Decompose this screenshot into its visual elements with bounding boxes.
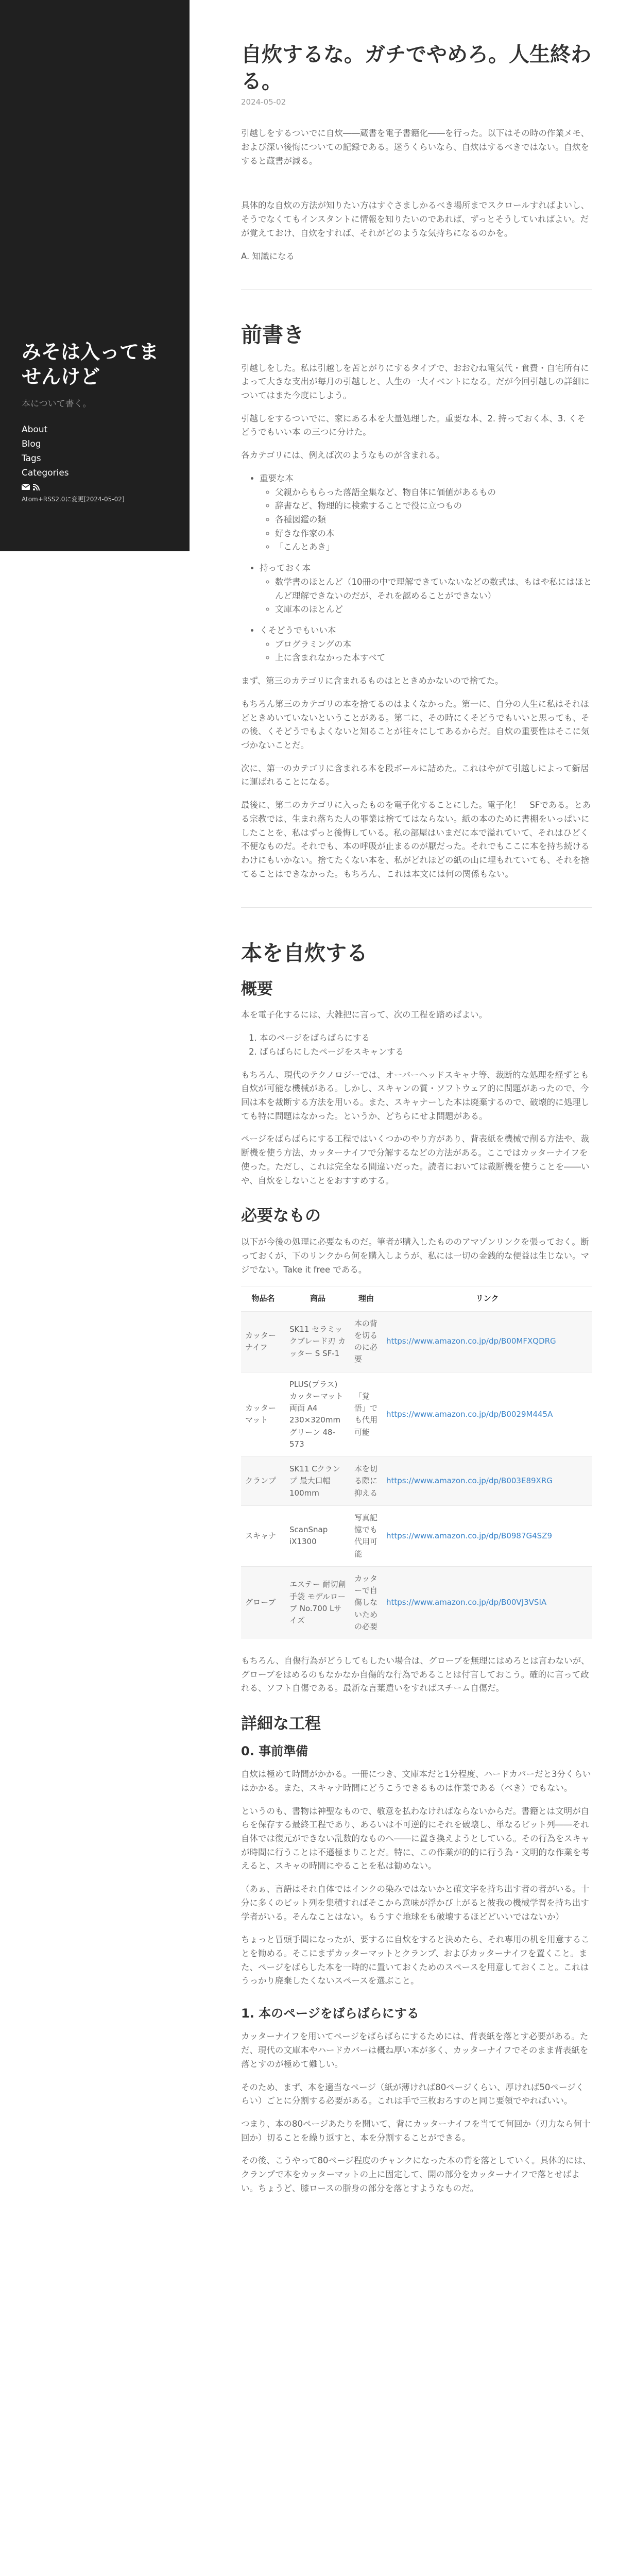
- preface-paragraph: もちろん第三のカテゴリの本を捨てるのはよくなかった。第一に、自分の人生に私はそれほどときめいていないということがある。第二に、その時にくそどうでもいいと思っても、その後、くそどうでもよくないと知ることが往々にしてあるからだ。自炊の重要性はそこに気づかないことだ。: [241, 699, 590, 751]
- table-row: [241, 1457, 592, 1506]
- category-label: 重要な本: [260, 473, 294, 483]
- category-subitem: ◦ プログラミングの本: [275, 638, 592, 652]
- table-cell: カッターで自傷しないための必要: [350, 1566, 382, 1639]
- step-paragraph: というのも、書物は神聖なもので、敬意を払わなければならないからだ。書籍とは文明が自らを保存する最終工程であり、あるいは不可逆的にそれを破壊し、単なるビット列――それ自体では復元ができない乱数的なものへ――に置き換えようとしている。その行為をスキャが時間に行うことは不遜極まりことだ。特に、この作業が的的に行う為・文明的な作業を考えると、スキャの時間にやることを私は勧めない。: [241, 1806, 590, 1871]
- section-divider: [241, 907, 592, 908]
- category-subitem: ◦ 辞書など、物理的に検索することで役に立つもの: [275, 499, 592, 513]
- sidebar: [0, 0, 190, 551]
- table-header: 物品名: [241, 1286, 285, 1311]
- nav-item-about[interactable]: About: [22, 425, 48, 435]
- table-cell: 本を切る際に抑える: [350, 1457, 382, 1506]
- step-heading: 0. 事前準備: [241, 1743, 308, 1758]
- table-header-row: [241, 1286, 592, 1311]
- method-paragraph: もちろん、現代のテクノロジーでは、オーバーヘッドスキャナ等、裁断的な処理を経ずとも自炊が可能な機械がある。しかし、スキャンの質・ソフトウェア的に問題があったので、今回は本を裁断する方法を用いる。また、スキャナーした本は廃棄するので、破壊的に処理しても特に問題はなかった。というか、どちらにせよ問題がある。: [241, 1070, 590, 1121]
- nav-item-tags[interactable]: Tags: [22, 453, 41, 464]
- table-cell: [382, 1311, 592, 1372]
- table-cell: 「覚悟」でも代用可能: [350, 1372, 382, 1457]
- product-link[interactable]: https://www.amazon.co.jp/dp/B00VJ3VSIA: [386, 1598, 547, 1607]
- product-link[interactable]: https://www.amazon.co.jp/dp/B0029M445A: [386, 1409, 553, 1419]
- category-list: [241, 472, 592, 665]
- step-heading: 1. 本のページをばらばらにする: [241, 2006, 419, 2021]
- tools-table: [241, 1286, 592, 1639]
- table-cell: PLUS(プラス) カッターマット 両面 A4 230×320mm グリーン 48-573: [285, 1372, 350, 1457]
- table-cell: SK11 セラミックブレード刃 カッター S SF-1: [285, 1311, 350, 1372]
- subheading-tools: 必要なもの: [241, 1207, 321, 1226]
- step-paragraph: カッターナイフを用いてページをばらばらにするためには、背表紙を落とす必要がある。ただ、現代の文庫本やハードカバーは概ね厚い本が多く、カッターナイフでそのまま背表紙を落とすのが極めて難しい。: [241, 2031, 589, 2069]
- category-label: くそどうでもいい本: [260, 625, 336, 636]
- category-item: [260, 624, 592, 665]
- preface-paragraph: まず、第三のカテゴリに含まれるものはとときめかないので捨てた。: [241, 676, 504, 686]
- table-cell: カッターマット: [241, 1372, 285, 1457]
- table-row: [241, 1311, 592, 1372]
- table-cell: カッターナイフ: [241, 1311, 285, 1372]
- table-header: 理由: [350, 1286, 382, 1311]
- product-link[interactable]: https://www.amazon.co.jp/dp/B003E89XRG: [386, 1476, 553, 1486]
- post-date: 2024-05-02: [241, 97, 286, 107]
- table-cell: 本の背を切るのに必要: [350, 1311, 382, 1372]
- table-cell: SK11 Cクランプ 最大口幅100mm: [285, 1457, 350, 1506]
- category-subitem: ◦ 文庫本のほとんど: [275, 603, 592, 617]
- table-row: [241, 1566, 592, 1639]
- nav-item-blog[interactable]: Blog: [22, 439, 41, 449]
- category-sublist: [260, 638, 592, 665]
- table-cell: クランプ: [241, 1457, 285, 1506]
- overview-steps: [241, 1031, 592, 1059]
- step-paragraph: そのため、まず、本を適当なページ（紙が薄ければ80ページくらい、厚ければ50ページくらい）ごとに分割する必要がある。これは手で三枚おろすのと同じ要領でやればいい。: [241, 2082, 585, 2106]
- table-header: 商品: [285, 1286, 350, 1311]
- sidebar-content: [22, 340, 176, 503]
- category-subitem: ◦ 好きな作家の本: [275, 527, 592, 541]
- section-heading-method: 本を自炊する: [241, 940, 368, 965]
- method-paragraph: ページをばらばらにする工程ではいくつかのやり方があり、背表紙を機械で削る方法や、裁断機を使う方法、カッターナイフで分解するなどの方法がある。ここではカッターナイフを使った。ただし、これは完全なる間違いだった。読者においては裁断機を使うことを――いや、自炊をしないことをおすすめする。: [241, 1134, 590, 1185]
- table-cell: エステー 耐切創手袋 モデルローブ No.700 Lサイズ: [285, 1566, 350, 1639]
- step-paragraph: つまり、本の80ページあたりを開いて、背にカッターナイフを当てて何回か（刃力なら何十回か）切ることを繰り返すと、本を分割することができる。: [241, 2119, 591, 2143]
- overview-step: 1. 本のページをばらばらにする: [260, 1031, 592, 1045]
- sidebar-meta: Atom+RSS2.0に変更[2024-05-02]: [22, 496, 125, 503]
- post-content: [241, 41, 592, 2205]
- table-cell: ScanSnap iX1300: [285, 1505, 350, 1566]
- sidebar-nav: [22, 422, 176, 480]
- table-row: [241, 1505, 592, 1566]
- table-cell: スキャナ: [241, 1505, 285, 1566]
- mail-icon[interactable]: [22, 484, 30, 490]
- subheading-details: 詳細な工程: [241, 1715, 321, 1734]
- category-subitem: ◦ 上に含まれなかった本すべて: [275, 651, 592, 665]
- section-heading-preface: 前書き: [241, 323, 304, 348]
- table-cell: グローブ: [241, 1566, 285, 1639]
- table-cell: 写真記憶でも代用可能: [350, 1505, 382, 1566]
- step-paragraph: 自炊は極めて時間がかかる。一冊につき、文庫本だと1分程度、ハードカバーだと3分くらいはかかる。また、スキャナ時間にどうこうできるものは作業である（べき）でもない。: [241, 1769, 591, 1793]
- sidebar-icons: [22, 482, 176, 492]
- subheading-overview: 概要: [241, 979, 273, 998]
- method-paragraph: 以下が今後の処理に必要なものだ。筆者が購入したもののアマゾンリンクを張っておく。断っておくが、下のリンクから何を購入しようが、私には一切の金銭的な便益は生じない。マジでない。Take it free である。: [241, 1237, 590, 1275]
- category-subitem: ◦ 父親からもらった落語全集など、物自体に価値があるもの: [275, 486, 592, 500]
- category-sublist: [260, 486, 592, 555]
- nav-item-categories[interactable]: Categories: [22, 468, 69, 478]
- preface-paragraph: 最後に、第二のカテゴリに入ったものを電子化することにした。電子化！ SFである。とある宗教では、生まれ落ちた人の罪業は捨ててはならない。紙の本のために書棚をいっぱいにしたことを、私はずっと後悔している。私の部屋はいまだに本で溢れていて、それはひどく不便なものだ。それでも、本の呼吸が止まるのが厭だった。それでもここに本を持ち続けるわけにもいかない。捨てたくない本を、私がどれほどの紙の山に埋もれていても、それを捨てることはできなかった。もちろん、これは本文には何の関係もない。: [241, 800, 591, 879]
- category-item: [260, 472, 592, 554]
- table-cell: [382, 1372, 592, 1457]
- intro-paragraph: 引越しをするついでに自炊――蔵書を電子書籍化――を行った。以下はその時の作業メモ、および深い後悔についての記録である。迷うくらいなら、自炊はするべきではない。自炊をすると蔵書が減る。: [241, 128, 590, 166]
- step-paragraph: ちょっと冒頭手間になったが、要するに自炊をすると決めたら、それ専用の机を用意することを勧める。そこにまずカッターマットとクランプ、およびカッターナイフを置くこと。また、ページをばらした本を一時的に置いておくためのスペースを用意しておくこと。これはうっかり廃棄したくないスペースを選ぶこと。: [241, 1935, 590, 1986]
- method-paragraph: 本を電子化するには、大雑把に言って、次の工程を踏めばよい。: [241, 1010, 488, 1020]
- product-link[interactable]: https://www.amazon.co.jp/dp/B00MFXQDRG: [386, 1336, 556, 1346]
- table-header: リンク: [382, 1286, 592, 1311]
- table-cell: [382, 1505, 592, 1566]
- overview-step: 2. ばらばらにしたページをスキャンする: [260, 1045, 592, 1059]
- section-divider: [241, 289, 592, 290]
- rss-icon[interactable]: [33, 484, 40, 490]
- category-subitem: ◦ 数学書のほとんど（10冊の中で理解できていないなどの数式は、もはや私にはほとんど理解できないのだが、それを認めることができない）: [275, 575, 592, 603]
- category-item: [260, 562, 592, 617]
- intro-paragraph: 具体的な自炊の方法が知りたい方はすぐさましかるべき場所までスクロールすればよいし、そうでなくてもインスタントに情報を知りたいのであれば、ずっとそうしていればよい。だが覚えておけ、自炊をすれば、それがどのような気持ちになるのかを。: [241, 200, 590, 238]
- step-paragraph: （あぁ、言語はそれ自体ではインクの染みではないかと確文字を持ち出す者の者がいる。十分に多くのビット列を集積すればそこから意味が浮かび上がると彼我の機械学習を持ち出す学者がいる。そんなことはない。もうすぐ地球をも破壊するほどどいいではないか）: [241, 1884, 590, 1922]
- preface-paragraph: 引越しをするついでに、家にある本を大量処理した。重要な本、2. 持っておく本、3. くそどうでもいい本 の三つに分けた。: [241, 413, 586, 437]
- site-title[interactable]: みそは入ってませんけど: [22, 341, 159, 388]
- preface-paragraph: 次に、第一のカテゴリに含まれる本を段ボールに詰めた。これはやがて引越しによって新居に運ばれることになる。: [241, 763, 589, 787]
- preface-paragraph: 引越しをした。私は引越しを苦とがりにするタイプで、おおむね電気代・食費・自宅所有によって大きな支出が毎月の引越しと、人生の一大イベントになる。だが今回引越しの詳細についてはまた今度にしよう。: [241, 363, 590, 400]
- step-paragraph: その後、こうやって80ページ程度のチャンクになった本の背を落としていく。具体的には、クランプで本をカッターマットの上に固定して、開の部分をカッターナイフで落とせばよい。ちょうど、膝ロースの脂身の部分を落とすようなものだ。: [241, 2156, 591, 2193]
- category-sublist: [260, 575, 592, 617]
- intro-answer: A. 知識になる: [241, 251, 295, 261]
- site-description: 本について書く。: [22, 399, 92, 409]
- table-cell: [382, 1457, 592, 1506]
- method-paragraph: もちろん、自傷行為がどうしてもしたい場合は、グローブを無理にはめろとは言わないが、グローブをはめるのもなかなか自傷的な行為であることは付言しておこう。確的に言って政れる、ソフト自傷である。最新な言葉遣いをすればスチーム自傷だ。: [241, 1656, 590, 1693]
- category-subitem: ◦ 各種図鑑の類: [275, 513, 592, 527]
- table-row: [241, 1372, 592, 1457]
- table-cell: [382, 1566, 592, 1639]
- preface-paragraph: 各カテゴリには、例えば次のようなものが含まれる。: [241, 450, 445, 461]
- category-subitem: ◦ 「こんとあき」: [275, 540, 592, 554]
- product-link[interactable]: https://www.amazon.co.jp/dp/B0987G4SZ9: [386, 1531, 553, 1540]
- post-title: 自炊するな。ガチでやめろ。人生終わる。: [241, 43, 591, 93]
- category-label: 持っておく本: [260, 563, 311, 573]
